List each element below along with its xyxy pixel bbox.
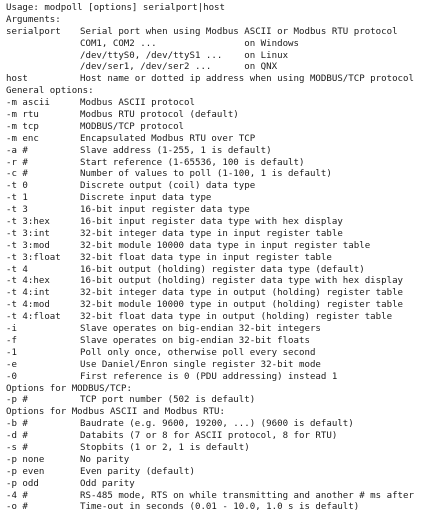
option-row	[6, 193, 436, 205]
option-description: 32-bit integer data type in input register table	[80, 228, 343, 239]
option-row	[6, 74, 436, 86]
general-options-list	[6, 98, 436, 383]
option-flag: -t 3:float	[6, 252, 61, 263]
option-row	[6, 146, 436, 158]
option-description: /dev/ttyS0, /dev/ttyS1 ... on Linux	[80, 50, 289, 61]
option-flag: -b #	[6, 419, 28, 430]
option-flag: -t 3:mod	[6, 240, 50, 251]
option-description: Stopbits (1 or 2, 1 is default)	[80, 442, 250, 453]
option-flag: -t 4:mod	[6, 300, 50, 311]
option-row	[6, 348, 436, 360]
option-flag: -m enc	[6, 133, 39, 144]
option-flag	[6, 39, 80, 51]
option-flag: -t 1	[6, 193, 28, 204]
option-row	[6, 372, 436, 384]
option-description: Number of values to poll (1-100, 1 is default)	[80, 169, 332, 180]
section-heading-text: General options:	[6, 86, 94, 97]
option-row	[6, 455, 436, 467]
option-row	[6, 312, 436, 324]
option-flag: -i	[6, 324, 17, 335]
tcp-options-list	[6, 395, 436, 407]
option-description: Poll only once, otherwise poll every second	[80, 347, 316, 358]
option-description: Baudrate (e.g. 9600, 19200, ...) (9600 is default)	[80, 419, 354, 430]
option-flag: -t 3	[6, 205, 28, 216]
option-flag: -d #	[6, 431, 28, 442]
option-flag: -t 3:int	[6, 228, 50, 239]
option-flag: -p none	[6, 454, 45, 465]
option-row	[6, 479, 436, 491]
option-row	[6, 62, 436, 74]
option-flag: -m tcp	[6, 121, 39, 132]
option-row	[6, 181, 436, 193]
option-description: 32-bit float data type in input register table	[80, 252, 332, 263]
option-row	[6, 253, 436, 265]
section-heading-text: Arguments:	[6, 14, 61, 25]
option-flag: -c #	[6, 169, 28, 180]
option-description: Slave operates on big-endian 32-bit integers	[80, 324, 321, 335]
option-flag: -e	[6, 359, 17, 370]
option-description: 16-bit output (holding) register data type (default)	[80, 264, 365, 275]
option-description: Use Daniel/Enron single register 32-bit mode	[80, 359, 321, 370]
option-flag: host	[6, 74, 28, 85]
option-description: Start reference (1-65536, 100 is default)	[80, 157, 305, 168]
option-description: Serial port when using Modbus ASCII or Modbus RTU protocol	[80, 26, 398, 37]
section-heading-general	[6, 86, 436, 98]
option-description: 16-bit output (holding) register data type with hex display	[80, 276, 404, 287]
option-row	[6, 229, 436, 241]
section-heading-text: Options for MODBUS/TCP:	[6, 383, 132, 394]
option-row	[6, 217, 436, 229]
option-description: Discrete output (coil) data type	[80, 181, 256, 192]
option-description: Time-out in seconds (0.01 - 10.0, 1.0 s is default)	[80, 502, 360, 513]
section-heading-text: Options for Modbus ASCII and Modbus RTU:	[6, 407, 225, 418]
usage-line	[6, 3, 436, 15]
option-description: MODBUS/TCP protocol	[80, 121, 185, 132]
option-flag: -t 4:float	[6, 312, 61, 323]
option-description: Odd parity	[80, 478, 135, 489]
option-flag	[6, 51, 80, 63]
option-row	[6, 265, 436, 277]
usage-text: Usage: modpoll [options] serialport|host	[6, 3, 225, 13]
option-flag: -a #	[6, 145, 28, 156]
option-row	[6, 300, 436, 312]
option-row	[6, 324, 436, 336]
option-flag: -4 #	[6, 490, 28, 501]
option-row	[6, 431, 436, 443]
option-description: First reference is 0 (PDU addressing) instead 1	[80, 371, 338, 382]
option-row	[6, 158, 436, 170]
option-row	[6, 491, 436, 503]
option-row	[6, 467, 436, 479]
option-description: No parity	[80, 454, 130, 465]
option-flag: -t 4:hex	[6, 276, 50, 287]
option-row	[6, 241, 436, 253]
option-row	[6, 134, 436, 146]
option-description: 32-bit module 10000 type in output (holding) register table	[80, 300, 404, 311]
option-row	[6, 169, 436, 181]
option-flag: -1	[6, 347, 17, 358]
option-description: Modbus RTU protocol (default)	[80, 110, 239, 121]
option-flag: -f	[6, 335, 17, 346]
option-description: Encapsulated Modbus RTU over TCP	[80, 133, 256, 144]
option-description: 16-bit input register data type	[80, 205, 250, 216]
option-description: COM1, COM2 ... on Windows	[80, 38, 299, 49]
section-heading-serial	[6, 407, 436, 419]
arguments-list	[6, 27, 436, 86]
option-description: 32-bit float data type in output (holding) register table	[80, 312, 393, 323]
option-flag: -t 4:int	[6, 288, 50, 299]
option-row	[6, 360, 436, 372]
option-row	[6, 395, 436, 407]
option-flag: serialport	[6, 26, 61, 37]
option-row	[6, 51, 436, 63]
option-row	[6, 288, 436, 300]
option-row	[6, 336, 436, 348]
option-description: Discrete input data type	[80, 193, 212, 204]
option-flag: -m rtu	[6, 110, 39, 121]
option-description: 32-bit module 10000 data type in input register table	[80, 240, 371, 251]
serial-options-list	[6, 419, 436, 514]
option-flag: -p odd	[6, 478, 39, 489]
option-flag: -0	[6, 371, 17, 382]
option-flag: -p #	[6, 395, 28, 406]
option-description: Slave address (1-255, 1 is default)	[80, 145, 272, 156]
option-flag: -t 3:hex	[6, 217, 50, 228]
option-description: /dev/ser1, /dev/ser2 ... on QNX	[80, 62, 278, 73]
option-row	[6, 443, 436, 455]
option-description: Even parity (default)	[80, 466, 195, 477]
option-row	[6, 276, 436, 288]
option-row	[6, 98, 436, 110]
option-row	[6, 205, 436, 217]
option-description: TCP port number (502 is default)	[80, 395, 256, 406]
option-row	[6, 110, 436, 122]
option-description: Slave operates on big-endian 32-bit floats	[80, 335, 310, 346]
option-flag	[6, 62, 80, 74]
option-description: Host name or dotted ip address when using MODBUS/TCP protocol	[80, 74, 414, 85]
option-flag: -r #	[6, 157, 28, 168]
option-description: 32-bit integer data type in output (holding) register table	[80, 288, 404, 299]
option-description: 16-bit input register data type with hex display	[80, 217, 343, 228]
option-description: Modbus ASCII protocol	[80, 98, 195, 109]
option-flag: -m ascii	[6, 98, 50, 109]
option-row	[6, 502, 436, 514]
section-heading-tcp	[6, 384, 436, 396]
option-flag: -p even	[6, 466, 45, 477]
option-row	[6, 419, 436, 431]
option-description: RS-485 mode, RTS on while transmitting and another # ms after	[80, 490, 414, 501]
option-flag: -t 4	[6, 264, 28, 275]
option-flag: -o #	[6, 502, 28, 513]
option-row	[6, 39, 436, 51]
option-flag: -t 0	[6, 181, 28, 192]
section-heading-arguments	[6, 15, 436, 27]
option-flag: -s #	[6, 442, 28, 453]
option-row	[6, 27, 436, 39]
option-description: Databits (7 or 8 for ASCII protocol, 8 for RTU)	[80, 431, 338, 442]
option-row	[6, 122, 436, 134]
